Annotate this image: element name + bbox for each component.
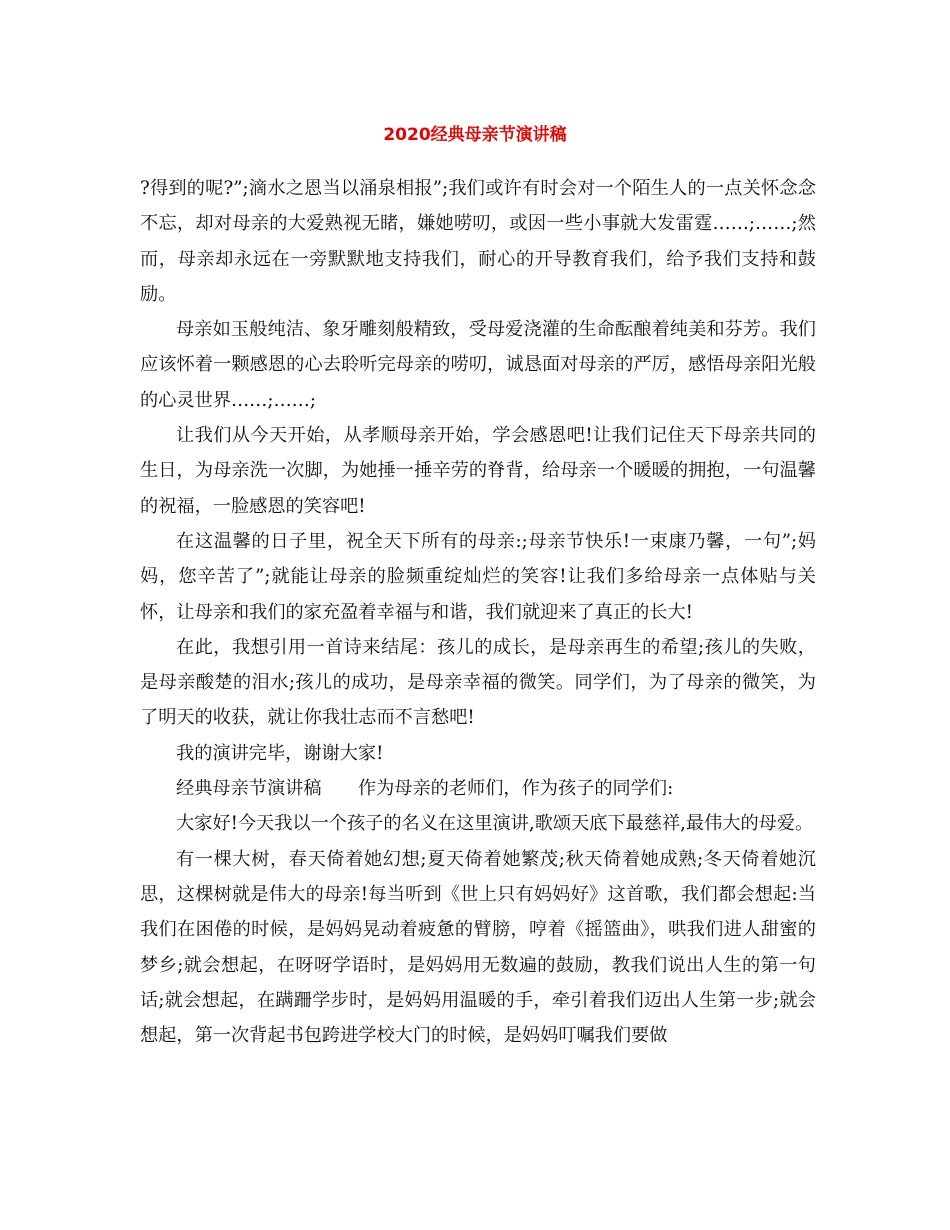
paragraph: 在此，我想引用一首诗来结尾：孩儿的成长，是母亲再生的希望;孩儿的失败，是母亲酸楚的泪水;孩儿的成功，是母亲幸福的微笑。同学们，为了母亲的微笑，为了明天的收获，就让你我壮志而不言愁吧! <box>140 636 816 729</box>
paragraph: 经典母亲节演讲稿 作为母亲的老师们，作为孩子的同学们: <box>176 778 674 800</box>
paragraph: 让我们从今天开始，从孝顺母亲开始，学会感恩吧!让我们记住天下母亲共同的生日，为母亲洗一次脚，为她捶一捶辛劳的脊背，给母亲一个暖暖的拥抱，一句温馨的祝福，一脸感恩的笑容吧! <box>140 425 816 517</box>
paragraph: ?得到的呢?”;滴水之恩当以涌泉相报”;我们或许有时会对一个陌生人的一点关怀念念不忘，却对母亲的大爱熟视无睹，嫌她唠叨，或因一些小事就大发雷霆……;……;然而，母亲却永远在一旁默默地支持我们，耐心的开导教育我们，给予我们支持和鼓励。 <box>140 178 816 305</box>
paragraph: 母亲如玉般纯洁、象牙雕刻般精致，受母爱浇灌的生命酝酿着纯美和芬芳。我们应该怀着一颗感恩的心去聆听完母亲的唠叨，诚恳面对母亲的严厉，感悟母亲阳光般的心灵世界……;……; <box>140 319 816 411</box>
paragraph: 我的演讲完毕，谢谢大家! <box>176 742 384 764</box>
paragraph: 有一棵大树，春天倚着她幻想;夏天倚着她繁茂;秋天倚着她成熟;冬天倚着她沉思，这棵树就是伟大的母亲!每当听到《世上只有妈妈好》这首歌，我们都会想起:当我们在困倦的时候，是妈妈晃动着疲惫的臂膀，哼着《摇篮曲》，哄我们进人甜蜜的梦乡;就会想起，在呀呀学语时，是妈妈用无数遍的鼓励，教我们说出人生的第一句话;就会想起，在蹒跚学步时，是妈妈用温暖的手，牵引着我们迈出人生第一步;就会想起，第一次背起书包跨进学校大门的时候，是妈妈叮嘱我们要做 <box>140 848 816 1047</box>
document-title: 2020经典母亲节演讲稿 <box>383 125 567 145</box>
paragraph: 大家好!今天我以一个孩子的名义在这里演讲,歌颂天底下最慈祥,最伟大的母爱。 <box>176 813 814 835</box>
paragraph: 在这温馨的日子里，祝全天下所有的母亲:;母亲节快乐!一束康乃馨，一句”;妈妈，您辛苦了”;就能让母亲的脸频重绽灿烂的笑容!让我们多给母亲一点体贴与关怀，让母亲和我们的家充盈着幸福与和谐，我们就迎来了真正的长大! <box>140 530 816 623</box>
document-body <box>140 171 816 1053</box>
